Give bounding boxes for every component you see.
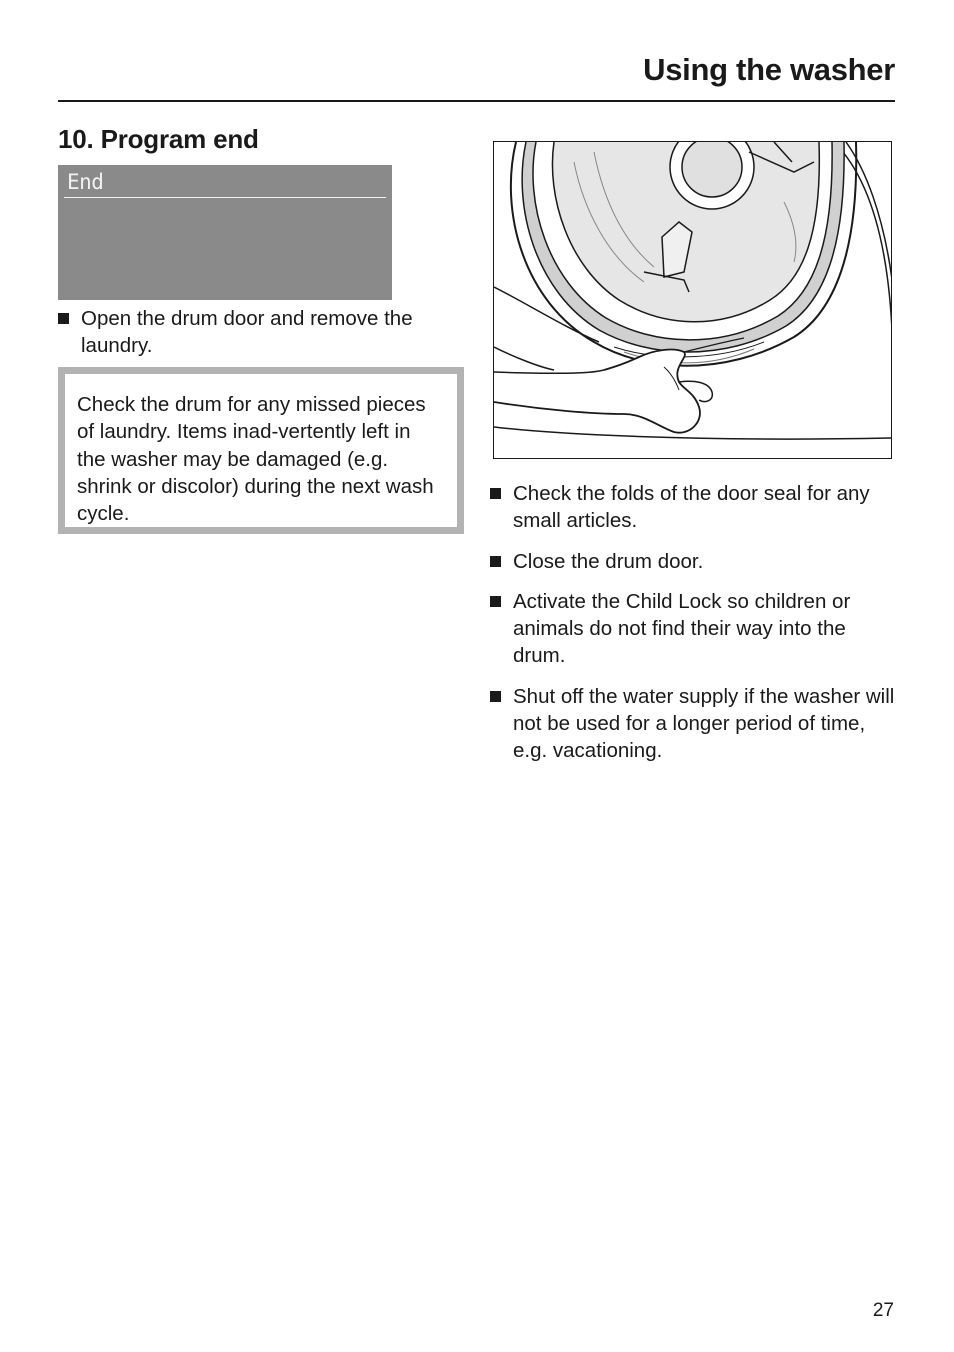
display-text: End bbox=[67, 170, 104, 194]
list-item-close-door bbox=[490, 548, 900, 575]
list-item-text: Activate the Child Lock so children or animals do not find their way into the drum. bbox=[513, 590, 851, 667]
bullet-square-icon bbox=[490, 691, 501, 702]
note-box bbox=[58, 367, 464, 534]
display-panel bbox=[58, 165, 392, 300]
list-item-text: Open the drum door and remove the laundry. bbox=[81, 307, 413, 357]
page-title: Using the washer bbox=[643, 52, 895, 87]
bullet-square-icon bbox=[490, 596, 501, 607]
list-item-check-folds bbox=[490, 480, 900, 534]
list-item-child-lock bbox=[490, 588, 900, 669]
hand-checking-seal-icon bbox=[494, 142, 892, 459]
list-item-text: Close the drum door. bbox=[513, 550, 704, 573]
page-number: 27 bbox=[872, 1300, 894, 1321]
list-item-text: Shut off the water supply if the washer will not be used for a longer period of time, e.g. vacationing. bbox=[513, 685, 895, 762]
note-text: Check the drum for any missed pieces of laundry. Items inad-vertently left in the washer may be damaged (e.g. shrink or discolor) during the next wash cycle. bbox=[77, 393, 434, 526]
section-title: 10. Program end bbox=[58, 124, 259, 154]
display-divider bbox=[64, 197, 386, 198]
bullet-square-icon bbox=[490, 488, 501, 499]
bullet-square-icon bbox=[58, 313, 69, 324]
list-item-open-door bbox=[58, 305, 468, 359]
list-item-text: Check the folds of the door seal for any small articles. bbox=[513, 482, 870, 532]
door-seal-illustration bbox=[493, 141, 892, 459]
page-header bbox=[58, 50, 895, 102]
list-item-water-supply bbox=[490, 683, 900, 764]
bullet-square-icon bbox=[490, 556, 501, 567]
note-inner bbox=[65, 374, 457, 527]
